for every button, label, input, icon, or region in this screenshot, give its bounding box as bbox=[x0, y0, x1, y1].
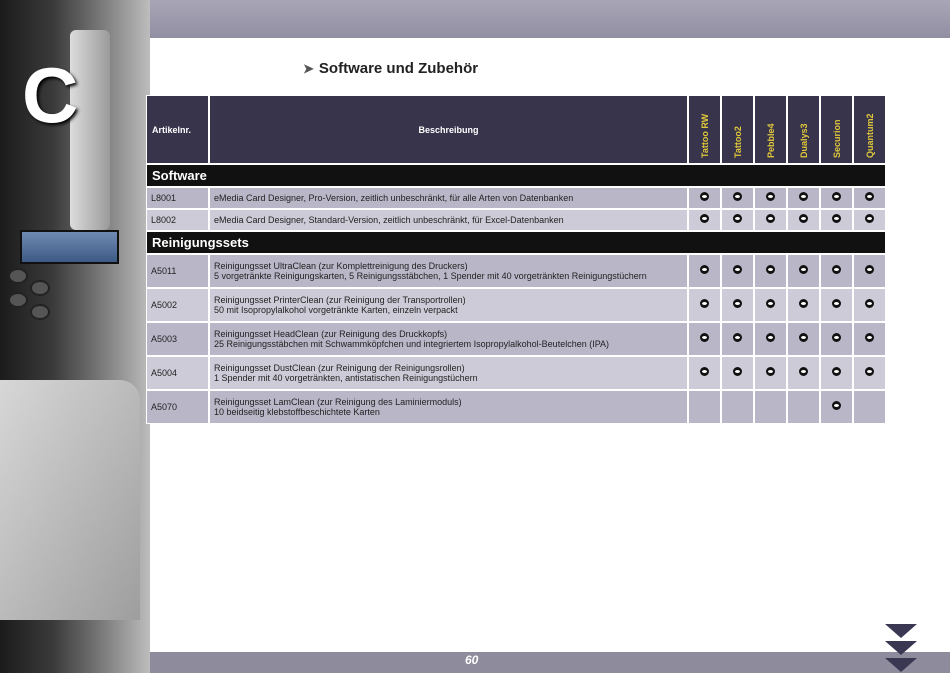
description-line: 25 Reinigungsstäbchen mit Schwammköpfchen und integriertem Isopropylalkohol-Beutelchen (IPA) bbox=[214, 339, 610, 349]
check-dot-icon bbox=[799, 265, 808, 274]
section-title: Software bbox=[146, 164, 886, 187]
description-line: 10 beidseitig klebstoffbeschichtete Karten bbox=[214, 407, 380, 417]
table-row bbox=[146, 390, 886, 424]
description-line: eMedia Card Designer, Standard-Version, zeitlich unbeschränkt, für Excel-Datenbanken bbox=[214, 215, 564, 225]
page-title-text: Software und Zubehör bbox=[318, 60, 479, 77]
printer-side-panel bbox=[0, 380, 140, 620]
model-label: Pebble4 bbox=[765, 123, 776, 158]
description-line: Reinigungsset PrinterClean (zur Reinigung der Transportrollen) bbox=[214, 295, 466, 305]
compatibility-cell bbox=[853, 322, 886, 356]
compatibility-cell bbox=[688, 390, 721, 424]
check-dot-icon bbox=[832, 214, 841, 223]
check-dot-icon bbox=[766, 333, 775, 342]
check-dot-icon bbox=[832, 192, 841, 201]
description-cell bbox=[209, 322, 688, 356]
check-dot-icon bbox=[832, 299, 841, 308]
check-dot-icon bbox=[700, 333, 709, 342]
article-number: A5070 bbox=[146, 390, 209, 424]
description-line: 1 Spender mit 40 vorgetränkten, antistatischen Reinigungstüchern bbox=[214, 373, 478, 383]
description-cell bbox=[209, 254, 688, 288]
check-dot-icon bbox=[700, 299, 709, 308]
compatibility-cell bbox=[787, 288, 820, 322]
check-dot-icon bbox=[799, 299, 808, 308]
description-line: Reinigungsset LamClean (zur Reinigung des Laminiermoduls) bbox=[214, 397, 462, 407]
compatibility-cell bbox=[820, 254, 853, 288]
check-dot-icon bbox=[865, 367, 874, 376]
model-label: Tattoo RW bbox=[699, 113, 710, 158]
article-number: L8002 bbox=[146, 209, 209, 231]
compatibility-cell bbox=[721, 356, 754, 390]
compatibility-cell bbox=[688, 187, 721, 209]
table-row bbox=[146, 356, 886, 390]
column-header-model bbox=[754, 95, 787, 164]
compatibility-cell bbox=[688, 322, 721, 356]
description-cell bbox=[209, 390, 688, 424]
table-row bbox=[146, 187, 886, 209]
column-header-model bbox=[721, 95, 754, 164]
compatibility-cell bbox=[787, 390, 820, 424]
description-cell bbox=[209, 209, 688, 231]
model-label: Securion bbox=[831, 119, 842, 158]
compatibility-cell bbox=[721, 322, 754, 356]
compatibility-cell bbox=[688, 288, 721, 322]
model-label: Quantum2 bbox=[864, 113, 875, 158]
check-dot-icon bbox=[766, 214, 775, 223]
compatibility-cell bbox=[853, 288, 886, 322]
article-number: A5004 bbox=[146, 356, 209, 390]
description-line: eMedia Card Designer, Pro-Version, zeitlich unbeschränkt, für alle Arten von Datenbanken bbox=[214, 193, 574, 203]
compatibility-cell bbox=[820, 209, 853, 231]
printer-button bbox=[30, 304, 50, 320]
check-dot-icon bbox=[733, 299, 742, 308]
compatibility-cell bbox=[721, 254, 754, 288]
compatibility-cell bbox=[721, 390, 754, 424]
description-line: Reinigungsset DustClean (zur Reinigung der Reinigungsrollen) bbox=[214, 363, 465, 373]
check-dot-icon bbox=[832, 265, 841, 274]
check-dot-icon bbox=[700, 214, 709, 223]
check-dot-icon bbox=[799, 333, 808, 342]
table-header-row bbox=[146, 95, 886, 164]
description-cell bbox=[209, 356, 688, 390]
compatibility-cell bbox=[721, 288, 754, 322]
compatibility-cell bbox=[721, 187, 754, 209]
printer-button bbox=[8, 268, 28, 284]
check-dot-icon bbox=[700, 265, 709, 274]
column-header-model bbox=[853, 95, 886, 164]
column-header-article: Artikelnr. bbox=[146, 95, 209, 164]
description-line: Reinigungsset HeadClean (zur Reinigung des Druckkopfs) bbox=[214, 329, 448, 339]
article-number: L8001 bbox=[146, 187, 209, 209]
check-dot-icon bbox=[865, 299, 874, 308]
chevron-down-icon bbox=[885, 624, 917, 638]
compatibility-cell bbox=[754, 356, 787, 390]
check-dot-icon bbox=[766, 299, 775, 308]
table-row bbox=[146, 288, 886, 322]
compatibility-cell bbox=[754, 209, 787, 231]
table-row bbox=[146, 322, 886, 356]
compatibility-cell bbox=[787, 322, 820, 356]
chevron-down-icon bbox=[885, 641, 917, 655]
compatibility-cell bbox=[787, 187, 820, 209]
article-number: A5003 bbox=[146, 322, 209, 356]
model-label: Dualys3 bbox=[798, 123, 809, 158]
description-line: 5 vorgetränkte Reinigungskarten, 5 Reinigungsstäbchen, 1 Spender mit 40 vorgetränkten Reinigungstüchern bbox=[214, 271, 647, 281]
compatibility-cell bbox=[688, 356, 721, 390]
compatibility-cell bbox=[853, 254, 886, 288]
check-dot-icon bbox=[865, 265, 874, 274]
model-label: Tattoo2 bbox=[732, 126, 743, 158]
column-header-model bbox=[688, 95, 721, 164]
page-number: 60 bbox=[465, 653, 479, 667]
compatibility-cell bbox=[820, 356, 853, 390]
compatibility-cell bbox=[787, 356, 820, 390]
compatibility-cell bbox=[754, 288, 787, 322]
chapter-letter: C bbox=[22, 51, 79, 139]
check-dot-icon bbox=[799, 192, 808, 201]
check-dot-icon bbox=[733, 214, 742, 223]
description-line: 50 mit Isopropylalkohol vorgetränkte Karten, einzeln verpackt bbox=[214, 305, 458, 315]
compatibility-cell bbox=[754, 187, 787, 209]
description-line: Reinigungsset UltraClean (zur Komplettreinigung des Druckers) bbox=[214, 261, 468, 271]
check-dot-icon bbox=[733, 367, 742, 376]
column-header-model bbox=[820, 95, 853, 164]
check-dot-icon bbox=[766, 367, 775, 376]
compatibility-cell bbox=[820, 390, 853, 424]
check-dot-icon bbox=[733, 265, 742, 274]
compatibility-cell bbox=[853, 187, 886, 209]
section-title: Reinigungssets bbox=[146, 231, 886, 254]
chevron-down-icon bbox=[885, 658, 917, 672]
compatibility-cell bbox=[688, 209, 721, 231]
printer-button bbox=[30, 280, 50, 296]
check-dot-icon bbox=[766, 265, 775, 274]
check-dot-icon bbox=[832, 401, 841, 410]
check-dot-icon bbox=[799, 367, 808, 376]
section-header-row bbox=[146, 164, 886, 187]
page-title bbox=[303, 60, 478, 77]
printer-display bbox=[20, 230, 119, 264]
compatibility-cell bbox=[853, 356, 886, 390]
compatibility-cell bbox=[820, 288, 853, 322]
description-cell bbox=[209, 187, 688, 209]
check-dot-icon bbox=[799, 214, 808, 223]
check-dot-icon bbox=[865, 333, 874, 342]
compatibility-cell bbox=[787, 209, 820, 231]
table-row bbox=[146, 254, 886, 288]
compatibility-cell bbox=[688, 254, 721, 288]
compatibility-cell bbox=[853, 390, 886, 424]
product-table bbox=[146, 95, 886, 424]
section-header-row bbox=[146, 231, 886, 254]
compatibility-cell bbox=[721, 209, 754, 231]
compatibility-cell bbox=[754, 390, 787, 424]
article-number: A5002 bbox=[146, 288, 209, 322]
table-row bbox=[146, 209, 886, 231]
compatibility-cell bbox=[754, 254, 787, 288]
article-number: A5011 bbox=[146, 254, 209, 288]
compatibility-cell bbox=[787, 254, 820, 288]
check-dot-icon bbox=[766, 192, 775, 201]
check-dot-icon bbox=[832, 333, 841, 342]
check-dot-icon bbox=[865, 214, 874, 223]
description-cell bbox=[209, 288, 688, 322]
column-header-model bbox=[787, 95, 820, 164]
check-dot-icon bbox=[700, 192, 709, 201]
check-dot-icon bbox=[865, 192, 874, 201]
column-header-description: Beschreibung bbox=[209, 95, 688, 164]
check-dot-icon bbox=[733, 192, 742, 201]
compatibility-cell bbox=[820, 322, 853, 356]
compatibility-cell bbox=[853, 209, 886, 231]
check-dot-icon bbox=[700, 367, 709, 376]
compatibility-cell bbox=[820, 187, 853, 209]
arrow-right-icon: ➤ bbox=[303, 61, 314, 76]
check-dot-icon bbox=[733, 333, 742, 342]
compatibility-cell bbox=[754, 322, 787, 356]
printer-button bbox=[8, 292, 28, 308]
check-dot-icon bbox=[832, 367, 841, 376]
